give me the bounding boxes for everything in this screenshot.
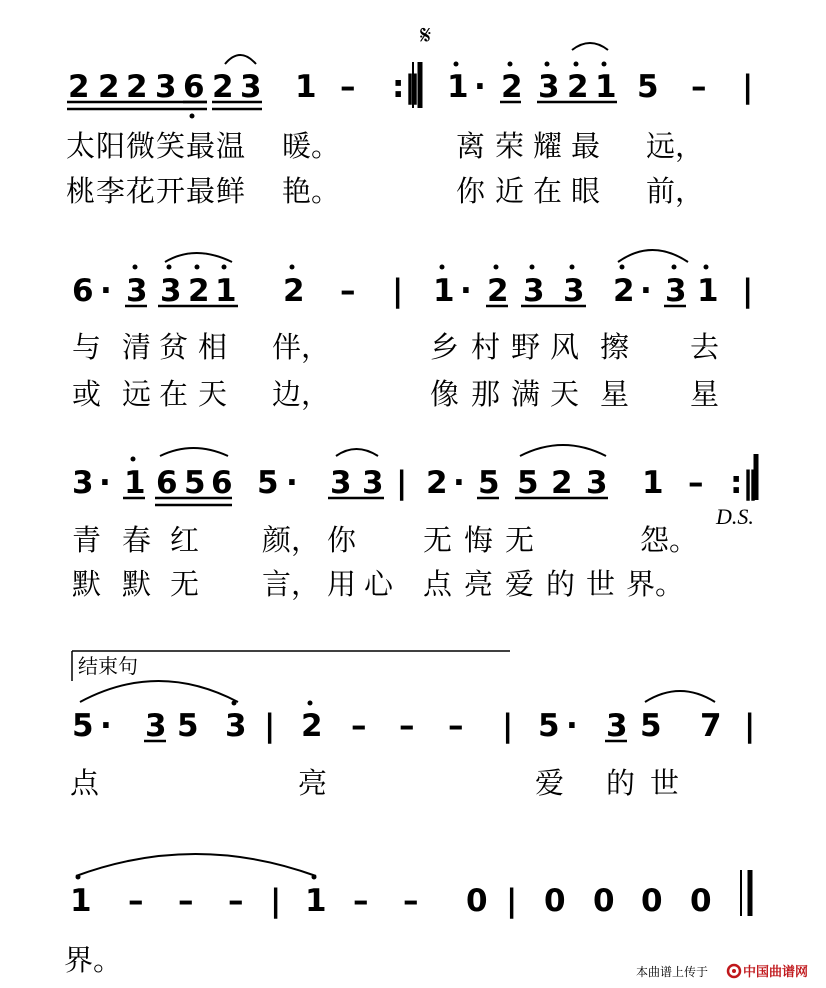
rest: 0: [641, 883, 663, 919]
lyric: 的: [546, 567, 576, 601]
lyric: 心: [364, 567, 394, 601]
notes-line-5: [70, 883, 712, 919]
lyric: 前，: [646, 174, 705, 208]
lyric: 太: [66, 129, 96, 163]
barline: |: [502, 708, 514, 744]
note: 2: [426, 465, 448, 501]
note: 7: [700, 708, 722, 744]
note: 3: [606, 708, 628, 744]
lyric: 阳: [96, 129, 126, 163]
note: 6: [211, 465, 233, 501]
dash: –: [340, 69, 356, 105]
note: 2: [188, 273, 210, 309]
note: 1: [595, 69, 617, 105]
barline: |: [742, 69, 754, 105]
note: 1: [215, 273, 237, 309]
lyric: 红: [170, 523, 200, 557]
barline: |: [506, 883, 518, 919]
note: 2: [551, 465, 573, 501]
note: 3: [330, 465, 352, 501]
octave-dots-line-5: [76, 875, 317, 880]
lyric: 你: [456, 174, 486, 208]
note: 3: [362, 465, 384, 501]
lyrics-line-3-verse-1: [72, 523, 698, 557]
tie-line-5: [76, 854, 316, 876]
note: 3: [563, 273, 585, 309]
dash: –: [403, 883, 419, 919]
note: 5: [517, 465, 539, 501]
lyric: 去: [690, 330, 720, 364]
dash: –: [351, 708, 367, 744]
barline: |: [392, 273, 404, 309]
note: 1: [70, 883, 92, 919]
lyrics-line-1-verse-1: [66, 129, 704, 163]
lyric: 近: [495, 174, 525, 208]
lyric: 世: [650, 766, 680, 800]
lyric: 界。: [64, 943, 123, 977]
note: 2: [487, 273, 509, 309]
lyric: 眼: [571, 174, 601, 208]
lyric: 悔: [464, 523, 494, 557]
lyric: 点: [423, 567, 453, 601]
note: 3: [225, 708, 247, 744]
note: 3: [160, 273, 182, 309]
octave-dots-line-3: [131, 457, 136, 462]
note: 5: [637, 69, 659, 105]
rest: 0: [593, 883, 615, 919]
notes-line-1: [68, 69, 753, 105]
note: 6: [156, 465, 178, 501]
lyric: 最: [571, 129, 601, 163]
lyric: 风: [550, 330, 580, 364]
notes-line-4: [72, 708, 755, 744]
note: 5: [478, 465, 500, 501]
barline: |: [744, 708, 756, 744]
dot: ·: [99, 465, 111, 501]
octave-dots-line-2: [133, 265, 709, 270]
note: 5: [257, 465, 279, 501]
lyric: 鲜: [216, 174, 246, 208]
note: 3: [240, 69, 262, 105]
note: 3: [72, 465, 94, 501]
segno-sign: 𝄋: [420, 21, 432, 51]
lyric: 青: [72, 523, 102, 557]
dash: –: [228, 883, 244, 919]
note: 5: [538, 708, 560, 744]
lyric: 耀: [533, 129, 563, 163]
dot: ·: [640, 273, 652, 309]
lyric: 星: [690, 377, 720, 411]
lyric: 乡: [430, 330, 460, 364]
lyric: 颜，: [262, 523, 321, 557]
note: 2: [283, 273, 305, 309]
note: 3: [145, 708, 167, 744]
dash: –: [340, 273, 356, 309]
ties-line-1: [225, 43, 608, 64]
lyric: 在: [533, 174, 563, 208]
lyric: 爱: [505, 567, 535, 601]
lyrics-line-1-verse-2: [66, 174, 704, 208]
lyric: 无: [170, 567, 200, 601]
lyrics-line-2-verse-1: [72, 330, 719, 364]
lyric: 相: [198, 330, 228, 364]
lyrics-line-2-verse-2: [72, 377, 719, 411]
barline: |: [270, 883, 282, 919]
note: 2: [301, 708, 323, 744]
lyric: 在: [159, 377, 189, 411]
lyrics-line-4: [70, 766, 679, 800]
note: 1: [642, 465, 664, 501]
lyric: 默: [72, 567, 102, 601]
dot: ·: [460, 273, 472, 309]
note: 5: [72, 708, 94, 744]
final-double-bar: [741, 870, 750, 916]
lyric: 的: [606, 766, 636, 800]
notes-line-2: [72, 273, 753, 309]
lyric: 荣: [495, 129, 525, 163]
note: 3: [665, 273, 687, 309]
lyric: 边，: [272, 377, 331, 411]
lyrics-line-5: [64, 943, 122, 977]
lyric: 远: [122, 377, 152, 411]
lyric: 怨。: [640, 523, 699, 557]
lyric: 天: [198, 377, 228, 411]
lyric: 春: [122, 523, 152, 557]
lyric: 界。: [626, 567, 685, 601]
rest: 0: [690, 883, 712, 919]
dash: –: [353, 883, 369, 919]
lyric: 开: [156, 174, 186, 208]
dal-segno-mark: D.S.: [716, 504, 754, 529]
dot: ·: [474, 69, 486, 105]
barline: |: [742, 273, 754, 309]
lyric: 野: [511, 330, 541, 364]
repeat-sign: :‖: [392, 69, 420, 105]
lyric: 言，: [262, 567, 321, 601]
lyric: 天: [550, 377, 580, 411]
note: 2: [212, 69, 234, 105]
ties-line-3: [160, 445, 606, 456]
repeat-sign: :‖: [730, 465, 758, 501]
lyric: 贫: [159, 330, 189, 364]
notes-line-3: [72, 465, 758, 501]
note: 3: [538, 69, 560, 105]
dash: –: [691, 69, 707, 105]
lyrics-line-3-verse-2: [72, 567, 684, 601]
lyric: 默: [122, 567, 152, 601]
note: 2: [98, 69, 120, 105]
lyric: 擦: [600, 330, 630, 364]
dash: –: [128, 883, 144, 919]
ending-label: 结束句: [78, 654, 138, 678]
lyric: 像: [430, 377, 460, 411]
note: 2: [567, 69, 589, 105]
lyric: 无: [423, 523, 453, 557]
note: 2: [501, 69, 523, 105]
dot: ·: [100, 708, 112, 744]
lyric: 满: [511, 377, 541, 411]
dot: ·: [566, 708, 578, 744]
note: 1: [295, 69, 317, 105]
note: 6: [72, 273, 94, 309]
lyric: 最: [186, 129, 216, 163]
lyric: 你: [327, 523, 357, 557]
note: 5: [177, 708, 199, 744]
lyric: 笑: [156, 129, 186, 163]
note: 5: [640, 708, 662, 744]
underlines-line-3: [123, 498, 608, 505]
lyric: 星: [600, 377, 630, 411]
note: 3: [126, 273, 148, 309]
lyric: 暖。: [282, 129, 341, 163]
note: 1: [697, 273, 719, 309]
lyric: 点: [70, 766, 100, 800]
note: 1: [124, 465, 146, 501]
lyric: 桃: [66, 174, 96, 208]
note: 2: [126, 69, 148, 105]
dot: ·: [100, 273, 112, 309]
lyric: 离: [456, 129, 486, 163]
lyric: 用: [327, 567, 357, 601]
note: 6: [183, 69, 205, 105]
barline: |: [264, 708, 276, 744]
site-brand: 中国曲谱网: [743, 965, 809, 980]
lyric: 最: [186, 174, 216, 208]
lyric: 亮: [298, 766, 328, 800]
note: 2: [68, 69, 90, 105]
lyric: 花: [126, 174, 156, 208]
dot: ·: [286, 465, 298, 501]
lyric: 或: [72, 377, 102, 411]
note: 1: [433, 273, 455, 309]
note: 5: [184, 465, 206, 501]
ties-line-2: [165, 250, 688, 262]
lyric: 亮: [464, 567, 494, 601]
note: 1: [305, 883, 327, 919]
ties-line-4: [80, 681, 715, 702]
lyric: 世: [586, 567, 616, 601]
barline: |: [396, 465, 408, 501]
lyric: 与: [72, 330, 102, 364]
lyric: 温: [216, 129, 246, 163]
lyric: 那: [471, 377, 501, 411]
rest: 0: [466, 883, 488, 919]
footer-text: 本曲谱上传于: [636, 965, 709, 979]
site-logo-icon: [728, 965, 740, 977]
octave-dots-line-4: [232, 701, 313, 706]
dash: –: [399, 708, 415, 744]
lyric: 远，: [646, 129, 705, 163]
lyric: 艳。: [282, 174, 341, 208]
lyric: 微: [126, 129, 156, 163]
rest: 0: [544, 883, 566, 919]
lyric: 村: [471, 330, 501, 364]
lyric: 伴，: [272, 330, 331, 364]
note: 1: [447, 69, 469, 105]
lyric: 清: [122, 330, 152, 364]
lyric: 无: [505, 523, 535, 557]
note: 2: [613, 273, 635, 309]
dot: ·: [453, 465, 465, 501]
lyric: 爱: [535, 766, 565, 800]
lyric: 李: [96, 174, 126, 208]
note: 3: [155, 69, 177, 105]
dash: –: [448, 708, 464, 744]
note: 3: [523, 273, 545, 309]
dash: –: [178, 883, 194, 919]
note: 3: [586, 465, 608, 501]
dash: –: [688, 465, 704, 501]
